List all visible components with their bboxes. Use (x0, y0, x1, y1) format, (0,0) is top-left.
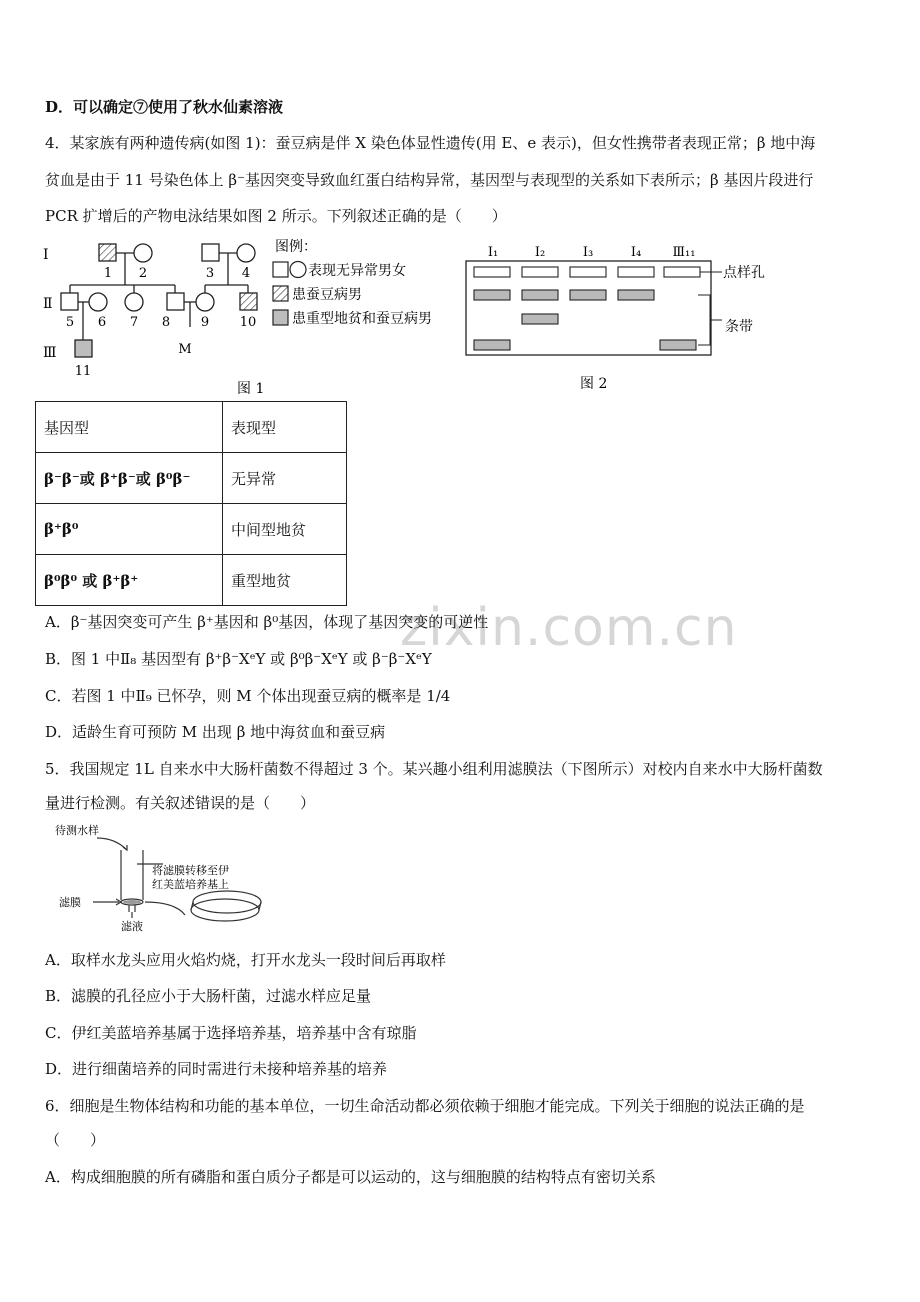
gen-label-2: Ⅱ (43, 296, 53, 312)
band-label: 条带 (725, 319, 753, 335)
q4-option-a: A．β⁻基因突变可产生 β⁺基因和 β⁰基因，体现了基因突变的可逆性 (45, 613, 489, 631)
fetus-m: M (178, 342, 192, 357)
table-cell: 无异常 (223, 453, 347, 504)
q6-stem-line2: （ ） (45, 1131, 106, 1149)
individual-11: 11 (74, 364, 92, 379)
q5-stem-line2: 量进行检测。有关叙述错误的是（ ） (45, 794, 316, 812)
lane-label-1: Ⅰ₁ (487, 245, 499, 260)
q5-stem-line1: 5．我国规定 1L 自来水中大肠杆菌数不得超过 3 个。某兴趣小组利用滤膜法（下图所示）对校内自来水中大肠杆菌数 (45, 760, 823, 778)
table-row (36, 555, 347, 606)
lane-label-5: Ⅲ₁₁ (672, 245, 696, 260)
table-row (36, 453, 347, 504)
transfer-label-line1: 将滤膜转移至伊 (152, 864, 229, 877)
q4-option-d: D．适龄生育可预防 M 出现 β 地中海贫血和蚕豆病 (45, 723, 386, 741)
table-cell: 重型地贫 (223, 555, 347, 606)
legend-title: 图例： (275, 239, 317, 255)
well-label: 点样孔 (723, 265, 765, 281)
gen-label-1: Ⅰ (43, 247, 49, 263)
pedigree-figure (35, 235, 480, 400)
q4-option-c: C．若图 1 中Ⅱ₉ 已怀孕，则 M 个体出现蚕豆病的概率是 1/4 (45, 687, 451, 705)
sample-label: 待测水样 (55, 824, 99, 837)
table-cell: β⁰β⁰ 或 β⁺β⁺ (36, 555, 223, 606)
individual-10: 10 (239, 315, 257, 330)
individual-9: 9 (200, 315, 210, 330)
gen-label-3: Ⅲ (43, 345, 57, 361)
electrophoresis-figure (460, 235, 790, 397)
membrane-label: 滤膜 (59, 896, 81, 909)
q5-option-a: A．取样水龙头应用火焰灼烧，打开水龙头一段时间后再取样 (45, 951, 446, 969)
q4-option-b: B．图 1 中Ⅱ₈ 基因型有 β⁺β⁻XᵉY 或 β⁰β⁻XᵉY 或 β⁻β⁻XᵉY (45, 650, 432, 668)
table-header-genotype: 基因型 (36, 402, 223, 453)
filtrate-label: 滤液 (121, 920, 143, 933)
q4-stem-line3: PCR 扩增后的产物电泳结果如图 2 所示。下列叙述正确的是（ ） (45, 207, 507, 225)
table-cell: β⁺β⁰ (36, 504, 223, 555)
individual-6: 6 (97, 315, 107, 330)
q5-option-d: D．进行细菌培养的同时需进行未接种培养基的培养 (45, 1060, 388, 1078)
figure1-caption: 图 1 (237, 381, 265, 397)
individual-3: 3 (205, 266, 215, 281)
lane-label-3: Ⅰ₃ (582, 245, 594, 260)
transfer-label-line2: 红美蓝培养基上 (152, 878, 229, 891)
filtration-figure (55, 820, 315, 935)
legend-normal: 表现无异常男女 (308, 263, 406, 279)
individual-4: 4 (241, 266, 251, 281)
table-header-phenotype: 表现型 (223, 402, 347, 453)
table-cell: β⁻β⁻或 β⁺β⁻或 β⁰β⁻ (36, 453, 223, 504)
legend-both-male: 患重型地贫和蚕豆病男 (292, 311, 432, 327)
q5-option-b: B．滤膜的孔径应小于大肠杆菌，过滤水样应足量 (45, 987, 372, 1005)
individual-5: 5 (65, 315, 75, 330)
q3-option-d: D．可以确定⑦使用了秋水仙素溶液 (45, 98, 284, 116)
table-row (36, 402, 347, 453)
legend-favism-male: 患蚕豆病男 (292, 287, 362, 303)
q4-stem-line2: 贫血是由于 11 号染色体上 β⁻基因突变导致血红蛋白结构异常，基因型与表现型的关系如下表所示；β 基因片段进行 (45, 171, 814, 189)
individual-2: 2 (138, 266, 148, 281)
q4-stem-line1: 4．某家族有两种遗传病(如图 1)：蚕豆病是伴 X 染色体显性遗传(用 E、e 表示)，但女性携带者表现正常；β 地中海 (45, 134, 816, 152)
table-cell: 中间型地贫 (223, 504, 347, 555)
lane-label-2: Ⅰ₂ (534, 245, 546, 260)
individual-7: 7 (129, 315, 139, 330)
individual-8: 8 (161, 315, 171, 330)
individual-1: 1 (103, 266, 113, 281)
genotype-table (35, 401, 347, 606)
watermark: zixin.com.cn (400, 598, 738, 658)
q6-stem-line1: 6．细胞是生物体结构和功能的基本单位，一切生命活动都必须依赖于细胞才能完成。下列关于细胞的说法正确的是 (45, 1097, 805, 1115)
figure2-caption: 图 2 (580, 376, 608, 392)
q5-option-c: C．伊红美蓝培养基属于选择培养基，培养基中含有琼脂 (45, 1024, 417, 1042)
q6-option-a: A．构成细胞膜的所有磷脂和蛋白质分子都是可以运动的，这与细胞膜的结构特点有密切关系 (45, 1168, 656, 1186)
lane-label-4: Ⅰ₄ (630, 245, 642, 260)
table-row (36, 504, 347, 555)
